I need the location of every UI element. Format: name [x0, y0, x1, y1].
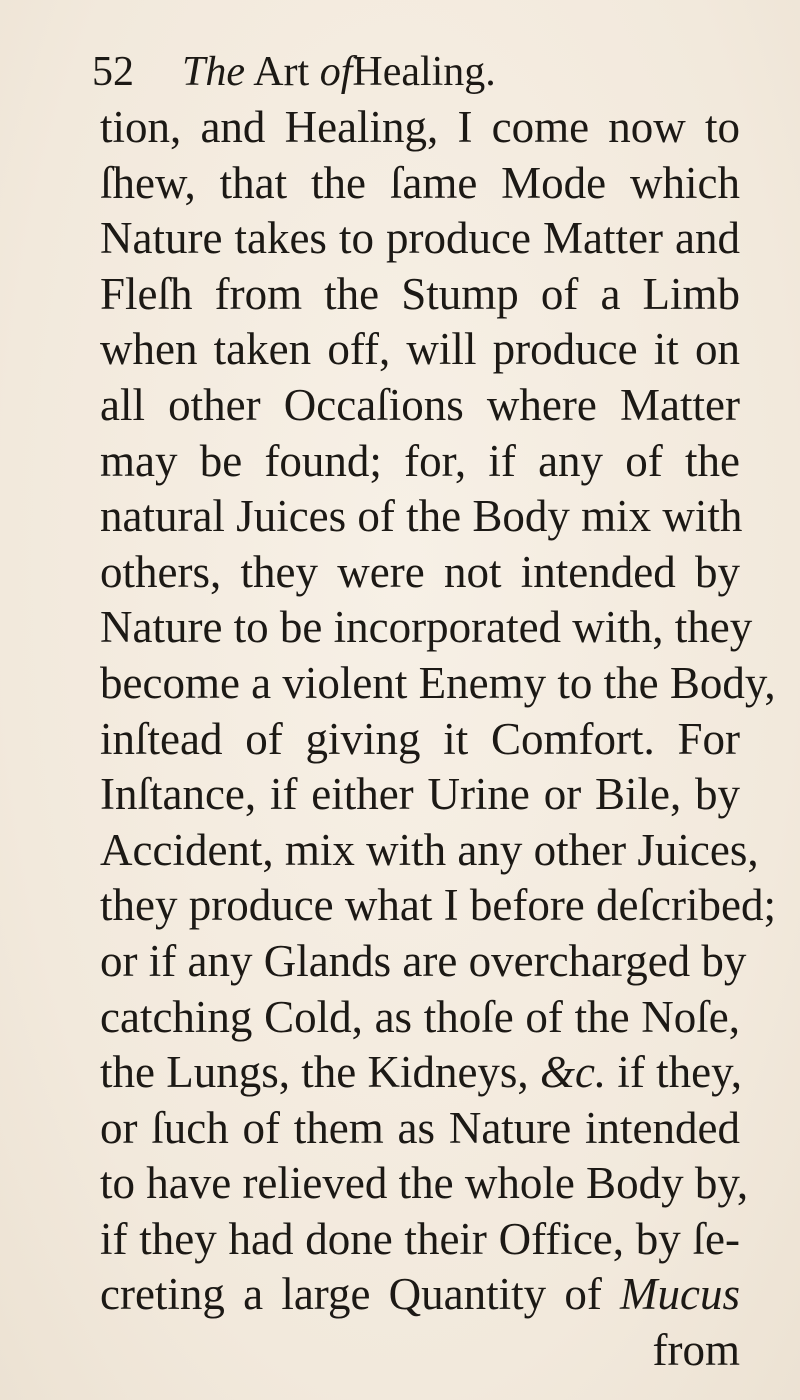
text-line: or if any Glands are overcharged by [100, 935, 747, 986]
text-line: become a violent Enemy to the Body, [100, 657, 776, 708]
text-line: Accident, mix with any other Juices, [100, 824, 759, 875]
text-line: they produce what I before deſcribed; [100, 880, 776, 931]
text-line: all other Occaſions where Matter [100, 379, 740, 430]
text-line: natural Juices of the Body mix with [100, 491, 743, 542]
text-line: or ſuch of them as Nature intended [100, 1102, 740, 1153]
running-title-of: of [319, 49, 353, 95]
running-title-healing: Healing. [352, 49, 496, 95]
line-segment: creting a large Quantity of [100, 1269, 602, 1320]
mucus-term: Mucus [620, 1269, 740, 1320]
running-head [92, 42, 652, 102]
text-line: others, they were not intended by [100, 546, 740, 597]
running-title-the: The [182, 49, 245, 95]
text-line: when taken off, will produce it on [100, 324, 740, 375]
catchword: from [652, 1325, 740, 1376]
etc-abbreviation: &c. [539, 1047, 607, 1098]
running-title-art: Art [253, 49, 310, 95]
text-line: ſhew, that the ſame Mode which [100, 157, 740, 208]
page-number: 52 [92, 49, 134, 95]
text-line: Nature to be incorporated with, they [100, 602, 753, 653]
line-segment: if they, [617, 1047, 742, 1098]
text-line: may be found; for, if any of the [100, 435, 740, 486]
text-line: Fleſh from the Stump of a Limb [100, 268, 740, 319]
text-line: Inſtance, if either Urine or Bile, by [100, 769, 740, 820]
text-line: Nature takes to produce Matter and [100, 213, 740, 264]
text-line [100, 1267, 740, 1323]
text-line: catching Cold, as thoſe of the Noſe, [100, 991, 740, 1042]
body-text [100, 100, 776, 1379]
text-line: tion, and Healing, I come now to [100, 102, 740, 152]
text-line: if they had done their Office, by ſe- [100, 1213, 740, 1264]
line-segment: the Lungs, the Kidneys, [100, 1047, 529, 1098]
text-line: inſtead of giving it Comfort. For [100, 713, 740, 764]
text-line [100, 1045, 740, 1101]
text-line: to have relieved the whole Body by, [100, 1158, 749, 1209]
